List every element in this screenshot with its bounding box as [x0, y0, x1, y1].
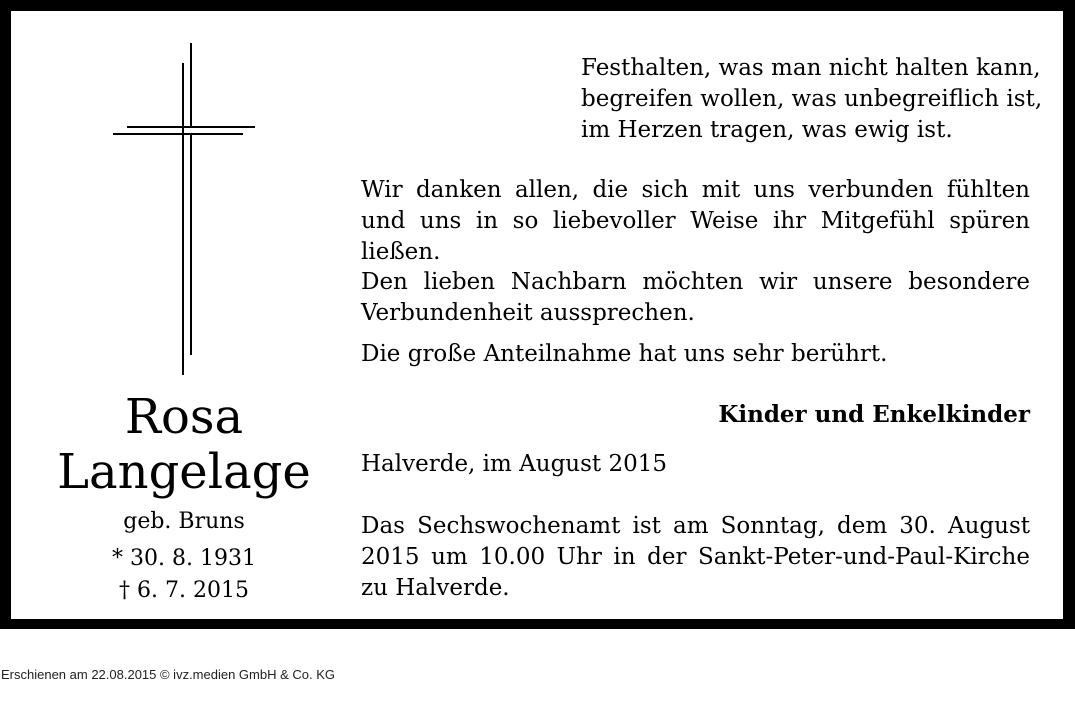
poem	[581, 53, 1042, 146]
poem-line: im Herzen tragen, was ewig ist.	[581, 117, 953, 143]
poem-line: begreifen wollen, was unbegreiflich ist,	[581, 86, 1043, 112]
publication-footer: Erschienen am 22.08.2015 © ivz.medien GmbH & Co. KG	[1, 667, 336, 682]
maiden-name: geb. Bruns	[123, 509, 245, 534]
thanks-paragraph: Wir danken allen, die sich mit uns verbunden fühlten und uns in so liebevoller Weise ihr Mitgefühl spüren ließen.	[361, 177, 1030, 265]
first-name: Rosa	[124, 389, 244, 445]
obituary-panel	[11, 11, 1063, 619]
neighbors-paragraph: Den lieben Nachbarn möchten wir unsere besondere Verbundenheit aussprechen.	[361, 269, 1030, 326]
cross-icon	[111, 43, 257, 375]
signature: Kinder und Enkelkinder	[718, 401, 1030, 428]
place-date: Halverde, im August 2015	[361, 451, 668, 477]
last-name: Langelage	[57, 444, 311, 500]
birth-date: * 30. 8. 1931	[112, 546, 256, 571]
death-date: † 6. 7. 2015	[119, 578, 249, 603]
sympathy-paragraph: Die große Anteilnahme hat uns sehr berührt.	[361, 341, 888, 367]
service-paragraph: Das Sechswochenamt ist am Sonntag, dem 30. August 2015 um 10.00 Uhr in der Sankt-Peter-und-Paul-Kirche zu Halverde.	[361, 513, 1030, 601]
poem-line: Festhalten, was man nicht halten kann,	[581, 55, 1041, 81]
